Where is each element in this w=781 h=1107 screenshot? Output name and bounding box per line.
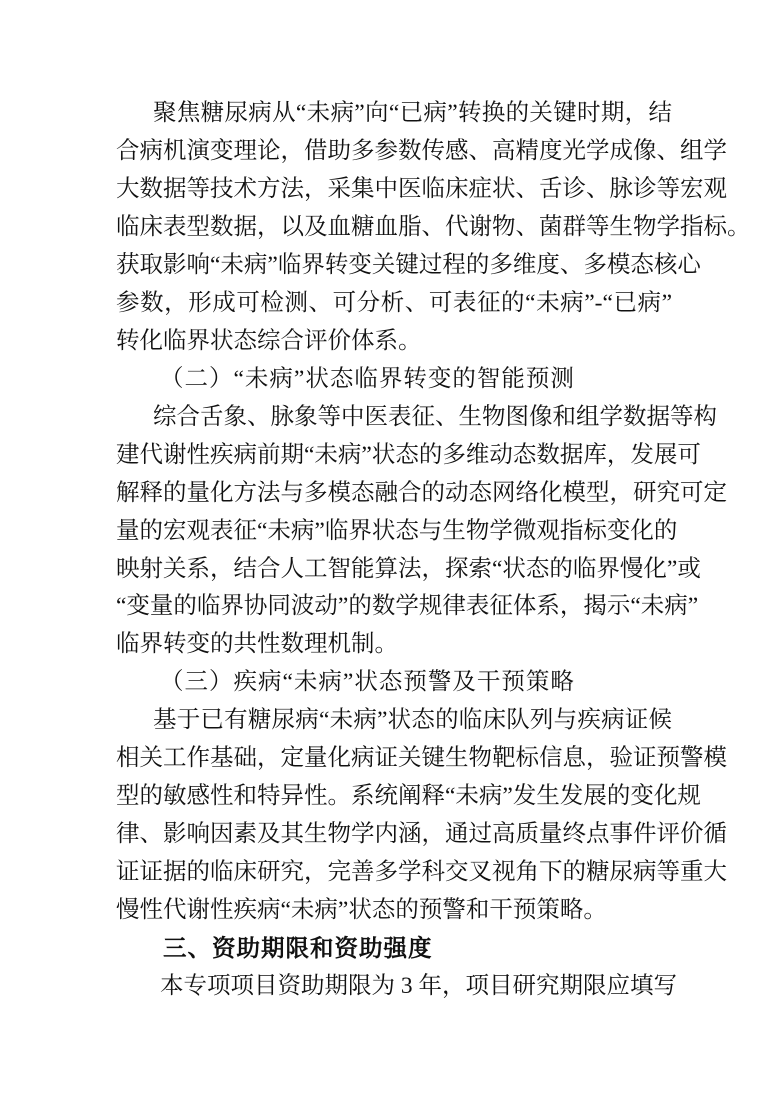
paragraph-line: 大数据等技术方法，采集中医临床症状、舌诊、脉诊等宏观	[116, 175, 727, 202]
paragraph-line: 律、影响因素及其生物学内涵，通过高质量终点事件评价循	[116, 821, 727, 848]
subsection-heading: （三）疾病“未病”状态预警及干预策略	[160, 669, 575, 696]
paragraph-line: 相关工作基础，定量化病证关键生物靶标信息，验证预警模	[116, 745, 727, 772]
paragraph-line: “变量的临界协同波动”的数学规律表征体系，揭示“未病”	[116, 593, 699, 620]
paragraph-line: 量的宏观表征“未病”临界状态与生物学微观指标变化的	[116, 517, 678, 544]
paragraph-line: 慢性代谢性疾病“未病”状态的预警和干预策略。	[116, 897, 607, 924]
paragraph-line: 临床表型数据，以及血糖血脂、代谢物、菌群等生物学指标。	[116, 213, 751, 240]
paragraph-line: 建代谢性疾病前期“未病”状态的多维动态数据库，发展可	[116, 441, 701, 468]
paragraph-line: 聚焦糖尿病从“未病”向“已病”转换的关键时期，结	[153, 100, 672, 126]
paragraph-line: 本专项项目资助期限为 3 年，项目研究期限应填写	[160, 973, 677, 1000]
paragraph-line: 基于已有糖尿病“未病”状态的临床队列与疾病证候	[153, 707, 672, 734]
subsection-heading: （二）“未病”状态临界转变的智能预测	[160, 365, 575, 392]
section-heading: 三、资助期限和资助强度	[163, 935, 433, 962]
paragraph-line: 映射关系，结合人工智能算法，探索“状态的临界慢化”或	[116, 555, 701, 582]
paragraph-line: 转化临界状态综合评价体系。	[116, 327, 422, 354]
paragraph-line: 型的敏感性和特异性。系统阐释“未病”发生发展的变化规	[116, 783, 701, 810]
paragraph-line: 参数，形成可检测、可分析、可表征的“未病”-“已病”	[116, 289, 672, 316]
paragraph-line: 解释的量化方法与多模态融合的动态网络化模型，研究可定	[116, 479, 727, 506]
paragraph-line: 综合舌象、脉象等中医表征、生物图像和组学数据等构	[153, 403, 717, 430]
paragraph-line: 合病机演变理论，借助多参数传感、高精度光学成像、组学	[116, 137, 727, 164]
paragraph-line: 获取影响“未病”临界转变关键过程的多维度、多模态核心	[116, 251, 701, 278]
paragraph-line: 临界转变的共性数理机制。	[116, 631, 398, 658]
paragraph-line: 证证据的临床研究，完善多学科交叉视角下的糖尿病等重大	[116, 859, 727, 886]
